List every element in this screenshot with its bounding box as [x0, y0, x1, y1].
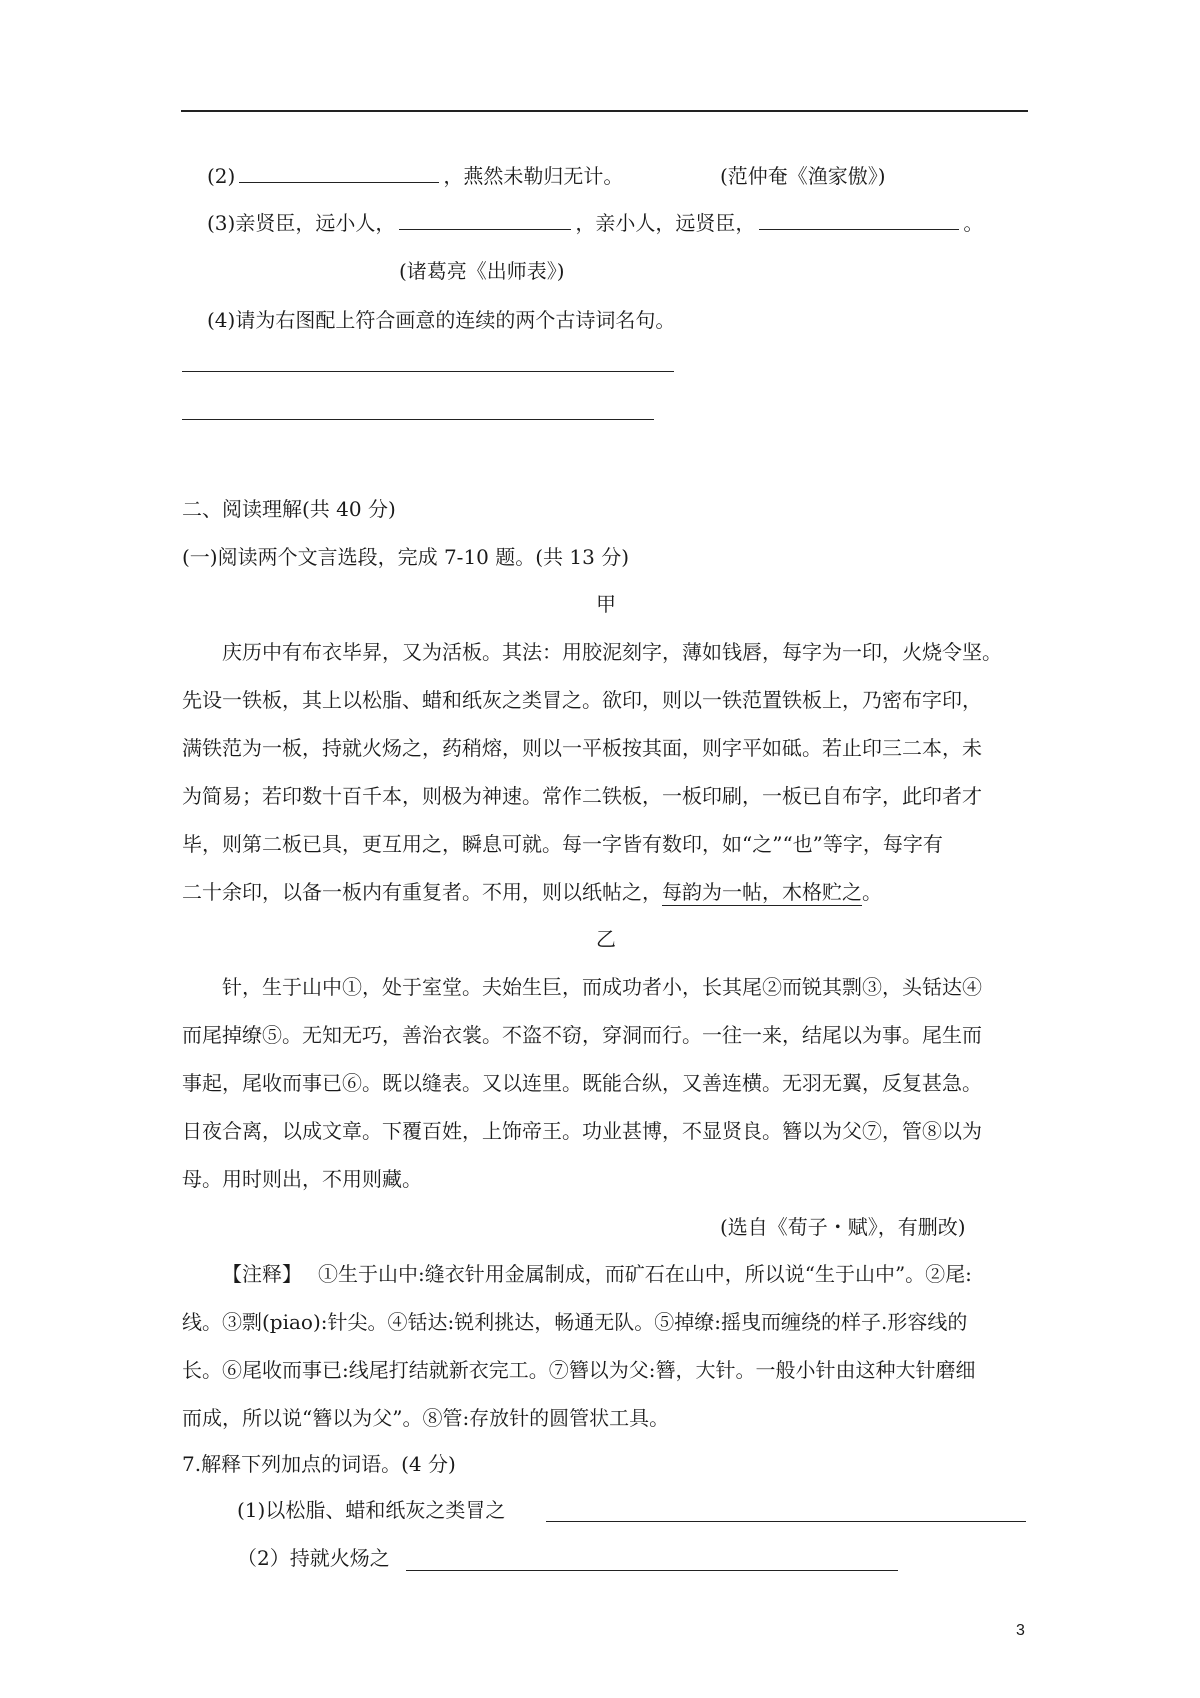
passage-jia-text: 二十余印，以备一板内有重复者。不用，则以纸帖之， [182, 880, 662, 904]
notes-line: ①生于山中:缝衣针用金属制成，而矿石在山中，所以说“生于山中”。②尾: [318, 1262, 972, 1286]
page-number: 3 [1016, 1622, 1025, 1639]
answer-line-1[interactable] [182, 371, 674, 372]
answer-blank[interactable] [399, 209, 571, 230]
q6-item3 [207, 207, 983, 236]
header-rule [181, 110, 1028, 112]
passage-yi-source: (选自《荀子・赋》，有删改) [720, 1215, 966, 1239]
passage-yi-line: 日夜合离，以成文章。下覆百姓，上饰帝王。功业甚博，不显贤良。簪以为父⑦，管⑧以为 [182, 1119, 982, 1143]
notes-line: 线。③剽(piao):针尖。④铦达:锐利挑达，畅通无队。⑤掉缭:摇曳而缠绕的样子.形容线的 [182, 1310, 968, 1334]
notes-line: 长。⑥尾收而事已:线尾打结就新衣完工。⑦簪以为父:簪，大针。一般小针由这种大针磨细 [182, 1358, 976, 1382]
passage-jia-last-line [182, 876, 882, 905]
passage-jia-label: 甲 [596, 592, 616, 616]
passage-jia-line: 庆历中有布衣毕昇，又为活板。其法：用胶泥刻字，薄如钱唇，每字为一印，火烧令坚。 [222, 640, 1002, 664]
question-7-item-2: （2）持就火炀之 [237, 1546, 390, 1570]
answer-line-2[interactable] [182, 419, 654, 420]
passage-jia-line: 毕，则第二板已具，更互用之，瞬息可就。每一字皆有数印，如“之”“也”等字，每字有 [182, 832, 943, 856]
q6-item4: (4)请为右图配上符合画意的连续的两个古诗词名句。 [207, 308, 676, 332]
notes-label: 【注释】 [222, 1262, 302, 1286]
q6-item3-text-3: 。 [963, 211, 984, 235]
passage-jia-text: 。 [862, 880, 882, 904]
passage-jia-line: 为简易；若印数十百千本，则极为神速。常作二铁板，一板印刷，一板已自布字，此印者才 [182, 784, 982, 808]
q6-item2-text: ，燕然未勒归无计。 [443, 164, 624, 188]
passage-yi-line: 母。用时则出，不用则藏。 [182, 1167, 422, 1191]
answer-blank[interactable] [239, 162, 439, 183]
q6-item2-num: (2) [207, 164, 236, 188]
q6-item3-num: (3) [207, 211, 236, 235]
notes-line: 而成，所以说“簪以为父”。⑧管:存放针的圆管状工具。 [182, 1406, 670, 1430]
passage-jia-line: 先设一铁板，其上以松脂、蜡和纸灰之类冒之。欲印，则以一铁范置铁板上，乃密布字印， [182, 688, 982, 712]
answer-blank[interactable] [759, 209, 959, 230]
answer-line-q7-1[interactable] [546, 1521, 1026, 1522]
subsection-title: (一)阅读两个文言选段，完成 7-10 题。(共 13 分) [182, 545, 630, 569]
passage-yi-line: 而尾掉缭⑤。无知无巧，善治衣裳。不盗不窃，穿洞而行。一往一来，结尾以为事。尾生而 [182, 1023, 982, 1047]
question-7-item-1: (1)以松脂、蜡和纸灰之类冒之 [237, 1498, 506, 1522]
passage-yi-line: 针，生于山中①，处于室堂。夫始生巨，而成功者小，长其尾②而锐其剽③，头铦达④ [222, 975, 982, 999]
q6-item2 [207, 160, 623, 189]
notes-first-line [222, 1258, 972, 1287]
passage-yi-line: 事起，尾收而事已⑥。既以缝表。又以连里。既能合纵，又善连横。无羽无翼，反复甚急。 [182, 1071, 982, 1095]
q6-item3-text-2: ，亲小人，远贤臣， [575, 211, 756, 235]
q6-item3-text-1: 亲贤臣，远小人， [235, 211, 396, 235]
q6-item3-source: (诸葛亮《出师表》) [399, 259, 565, 283]
passage-jia-line: 满铁范为一板，持就火炀之，药稍熔，则以一平板按其面，则字平如砥。若止印三二本，未 [182, 736, 982, 760]
section-title: 二、阅读理解(共 40 分) [182, 497, 396, 521]
passage-yi-label: 乙 [596, 927, 616, 951]
underlined-sentence: 每韵为一帖，木格贮之 [662, 880, 862, 904]
question-7-title: 7.解释下列加点的词语。(4 分) [182, 1452, 456, 1476]
q6-item2-source: (范仲奄《渔家傲》) [720, 164, 886, 188]
answer-line-q7-2[interactable] [406, 1570, 898, 1571]
